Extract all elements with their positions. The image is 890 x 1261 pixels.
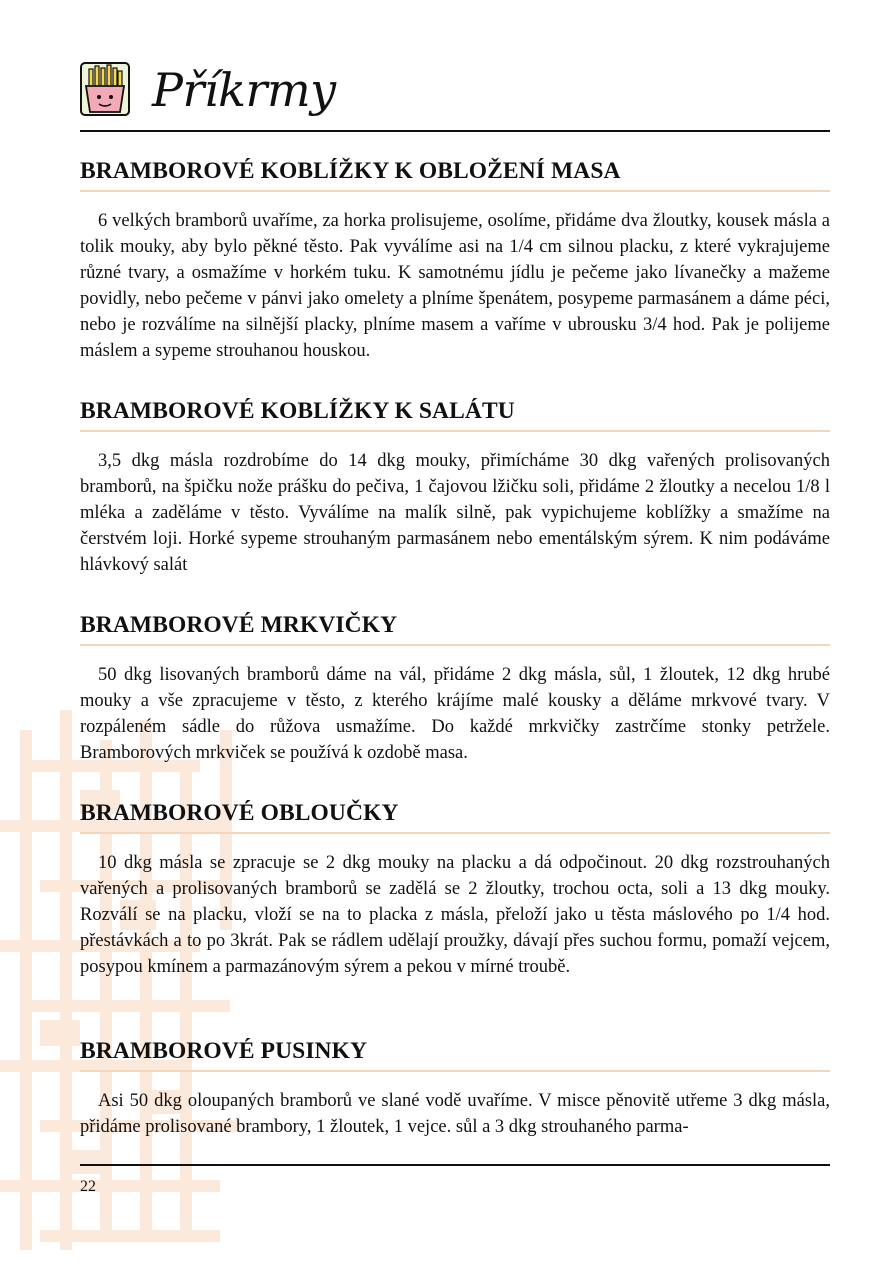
- recipe-title: BRAMBOROVÉ KOBLÍŽKY K SALÁTU: [80, 396, 830, 432]
- recipe-title: BRAMBOROVÉ MRKVIČKY: [80, 610, 830, 646]
- fries-icon: [80, 62, 130, 116]
- recipe-section: [80, 610, 830, 766]
- page-title: Příkrmy: [152, 63, 336, 117]
- recipe-section: [80, 156, 830, 364]
- recipe-section: [80, 798, 830, 980]
- recipe-section: [80, 396, 830, 578]
- recipe-body: 50 dkg lisovaných bramborů dáme na vál, přidáme 2 dkg másla, sůl, 1 žloutek, 12 dkg hrubé mouky a vše zpracujeme v těsto, z kterého krájíme malé kousky a děláme mrkvové tvary. V rozpáleném sádle do růžova usmažíme. Do každé mrkvičky zastrčíme stonky petržele. Bramborových mrkviček se používá k ozdobě masa.: [80, 665, 830, 763]
- recipe-body: 10 dkg másla se zpracuje se 2 dkg mouky na placku a dá odpočinout. 20 dkg rozstrouhaných vařených a prolisovaných bramborů se zadělá se 2 žloutky, trochou octa, soli a 13 dkg mouky. Rozválí se na placku, vloží se na to placka z másla, přeloží jako u těsta máslového po 1/4 hod. přestávkách a to po 3krát. Pak se rádlem udělají proužky, dávají přes suchou formu, pomaží vejcem, posypou kmínem a parmazánovým sýrem a pekou v mírné troubě.: [80, 853, 830, 977]
- background-pattern: [0, 700, 260, 1261]
- recipe-body: Asi 50 dkg oloupaných bramborů ve slané vodě uvaříme. V misce pěnovitě utřeme 3 dkg másla, přidáme prolisované brambory, 1 žloutek, 1 vejce. sůl a 3 dkg strouhaného parma-: [80, 1091, 830, 1137]
- recipe-title: BRAMBOROVÉ PUSINKY: [80, 1036, 830, 1072]
- recipe-title: BRAMBOROVÉ OBLOUČKY: [80, 798, 830, 834]
- header-divider: [80, 130, 830, 132]
- recipe-body: 3,5 dkg másla rozdrobíme do 14 dkg mouky, přimícháme 30 dkg vařených prolisovaných bramborů, na špičku nože prášku do pečiva, 1 čajovou lžičku soli, přidáme 2 žloutky a necelou 1/8 l mléka a zaděláme v těsto. Vyválíme na malík silně, pak vypichujeme koblížky a smažíme na čerstvém loji. Horké sypeme strouhaným parmasánem nebo ementálským sýrem. K nim podáváme hlávkový salát: [80, 451, 830, 575]
- page-header: [80, 58, 830, 132]
- recipe-body: 6 velkých bramborů uvaříme, za horka prolisujeme, osolíme, přidáme dva žloutky, kousek másla a tolik mouky, aby bylo pěkné těsto. Pak vyválíme asi na 1/4 cm silnou placku, z které vykrajujeme různé tvary, a osmažíme v horkém tuku. K samotnému jídlu je pečeme jako lívanečky a mažeme povidly, nebo pečeme v pánvi jako omelety a plníme špenátem, posypeme parmasánem a dáme péci, nebo je rozválíme na silnější placky, plníme masem a vaříme v ubrousku 3/4 hod. Pak je polijeme máslem a sypeme strouhanou houskou.: [80, 211, 830, 361]
- footer-divider: [80, 1164, 830, 1166]
- page-number: 22: [80, 1178, 96, 1195]
- recipe-section: [80, 1036, 830, 1140]
- recipe-title: BRAMBOROVÉ KOBLÍŽKY K OBLOŽENÍ MASA: [80, 156, 830, 192]
